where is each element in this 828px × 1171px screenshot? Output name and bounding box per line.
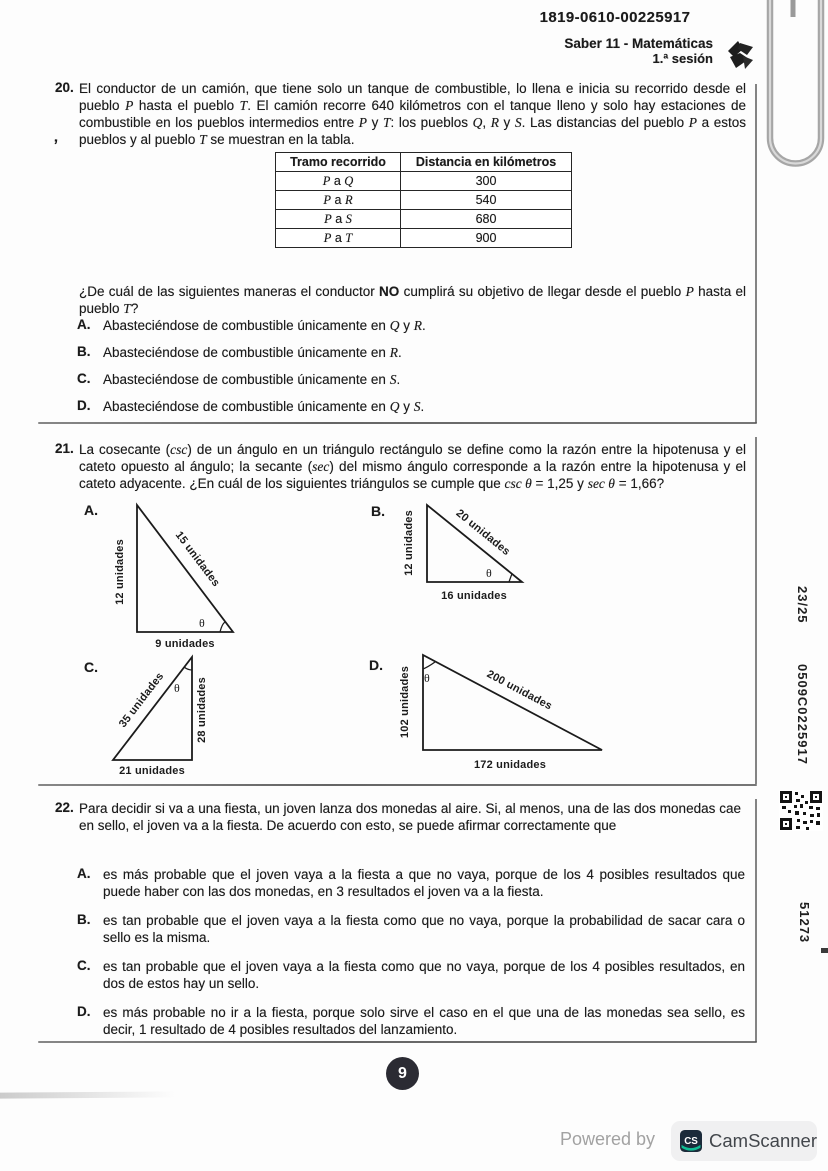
triangle-d-angle: θ: [424, 671, 430, 685]
triangle-a-figure: [95, 497, 295, 655]
camscanner-logo-icon: [680, 1127, 702, 1155]
margin-booklet-code: 0509C0225917: [795, 664, 810, 765]
q22-number: 22.: [55, 800, 74, 815]
triangle-b-hyp-label: 20 unidades: [453, 507, 513, 559]
cell-km: 900: [401, 229, 572, 248]
triangle-a-side-label: 12 unidades: [114, 539, 126, 605]
q22-option-b-text: es tan probable que el joven vaya a la fiesta como que no vaya, porque la probabilidad de sacar cara o sello es la misma.: [103, 913, 745, 945]
triangle-b-angle: θ: [486, 566, 492, 580]
cell-km: 540: [401, 191, 572, 210]
q21-text: La cosecante (csc) de un ángulo en un triángulo rectángulo se define como la razón entre la hipotenusa y el cateto opuesto al ángulo; la secante (sec) del mismo ángulo corresponde a la razón entre la hipotenusa y el cateto adyacente. ¿En cuál de los siguientes triángulos se cumple que csc θ = 1,25 y sec θ = 1,66?: [79, 442, 746, 491]
scan-edge-mark: [821, 948, 828, 953]
powered-by-label: Powered by: [560, 1129, 656, 1149]
table-row: [276, 172, 572, 191]
q20-text: El conductor de un camión, que tiene solo un tanque de combustible, lo llena e inicia su recorrido desde el pueblo P hasta el pueblo T. El camión recorre 640 kilómetros con el tanque lleno y solo hay estaciones de combustible en los pueblos intermedios entre P y T: los pueblos Q, R y S. Las distancias del pueblo P a estos pueblos y al pueblo T se muestran en la tabla.: [79, 81, 747, 147]
q22-right-border: [755, 799, 757, 1042]
triangle-a-base-label: 9 unidades: [155, 638, 215, 650]
q22-option-a-letter: A.: [77, 866, 91, 881]
q20-option-c-letter: C.: [77, 371, 91, 386]
qr-code: [779, 790, 823, 831]
triangle-a-angle: θ: [199, 616, 205, 630]
cell-tramo: P a S: [276, 210, 401, 229]
triangle-b-figure: [360, 497, 590, 609]
triangle-d-label: D.: [369, 657, 383, 673]
col-header-tramo: Tramo recorrido: [276, 153, 401, 172]
camscanner-logo-text: CS: [684, 1135, 698, 1147]
table-header-row: [276, 153, 572, 172]
q22-bottom-separator: [38, 1041, 757, 1043]
q20-question: ¿De cuál de las siguientes maneras el conductor NO cumplirá su objetivo de llegar desde el pueblo P hasta el pueblo T?: [79, 284, 746, 316]
paperclip-icon: [752, 0, 828, 185]
triangle-d-base-label: 172 unidades: [473, 759, 547, 771]
triangle-d-side-label: 102 unidades: [399, 665, 411, 739]
q22-option-c-text: es tan probable que el joven vaya a la fiesta como que no vaya, porque de los 4 posibles resultados, en dos de estos hay un sello.: [103, 959, 745, 991]
cell-tramo: P a T: [276, 229, 401, 248]
q20-right-border: [755, 84, 757, 423]
triangle-c-hyp-label: 35 unidades: [116, 670, 167, 730]
table-row: [276, 191, 572, 210]
q22-option-b-letter: B.: [77, 912, 91, 927]
triangle-a-label: A.: [84, 502, 98, 518]
camscanner-badge: [671, 1121, 817, 1161]
q20-option-a-text: Abasteciéndose de combustible únicamente en Q y R.: [103, 318, 426, 333]
triangle-d-hyp-label: 200 unidades: [484, 668, 555, 713]
q20-option-a-letter: A.: [77, 317, 91, 332]
cell-tramo: P a R: [276, 191, 401, 210]
triangle-a-hyp-label: 15 unidades: [172, 529, 223, 590]
q20-option-b-letter: B.: [77, 344, 91, 359]
triangle-c-side-label: 28 unidades: [196, 677, 208, 743]
triangle-d-figure: [358, 646, 650, 776]
q22-text: Para decidir si va a una fiesta, un joven lanza dos monedas al aire. Si, al menos, una de las dos monedas cae en sello, el joven va a la fiesta. De acuerdo con esto, se puede afirmar correctamente que: [79, 801, 741, 833]
q21-bottom-separator: [38, 784, 757, 786]
q22-option-d-letter: D.: [77, 1004, 91, 1019]
header-right: [455, 36, 713, 66]
q20-distance-table: [275, 152, 572, 248]
q20-number: 20.: [55, 80, 74, 95]
margin-serial: 51273: [797, 902, 812, 944]
q20-option-c-text: Abasteciéndose de combustible únicamente en S.: [103, 372, 401, 387]
scan-shadow: [0, 1091, 175, 1098]
q21-right-border: [755, 437, 757, 784]
q20-option-b-text: Abasteciéndose de combustible únicamente en R.: [103, 345, 402, 360]
triangle-c-base-label: 21 unidades: [119, 765, 185, 777]
margin-page-fraction: 23/25: [795, 586, 810, 624]
q20-bottom-separator: [38, 422, 757, 424]
triangle-b-base-label: 16 unidades: [441, 590, 507, 602]
triangle-c-figure: [95, 648, 315, 780]
q22-option-c-letter: C.: [77, 958, 91, 973]
q22-option-a-text: es más probable que el joven vaya a la fiesta a que no vaya, porque de los 4 posibles resultados que puede haber con las dos monedas, en 3 resultados el joven va a la fiesta.: [103, 867, 745, 899]
table-row: [276, 210, 572, 229]
table-row: [276, 229, 572, 248]
triangle-c-angle: θ: [174, 681, 180, 695]
exam-title: Saber 11 - Matemáticas: [564, 36, 713, 51]
icfes-logo-icon: [723, 38, 755, 71]
q22-option-d-text: es más probable no ir a la fiesta, porque solo sirve el caso en el que una de las monedas sea sello, es decir, 1 resultado de 4 posibles resultados del lanzamiento.: [103, 1005, 745, 1037]
triangle-b-side-label: 12 unidades: [403, 510, 415, 576]
camscanner-brand: CamScanner: [709, 1130, 817, 1151]
stray-pen-mark: ’: [52, 135, 59, 156]
cell-tramo: P a Q: [276, 172, 401, 191]
cell-km: 300: [401, 172, 572, 191]
exam-code: 1819-0610-00225917: [539, 9, 691, 26]
q21-number: 21.: [55, 441, 74, 456]
triangle-b-label: B.: [371, 503, 385, 519]
exam-session: 1.ª sesión: [652, 51, 713, 66]
triangle-c-label: C.: [84, 659, 98, 675]
q20-option-d-text: Abasteciéndose de combustible únicamente en Q y S.: [103, 399, 425, 414]
cell-km: 680: [401, 210, 572, 229]
page-number-badge: 9: [386, 1057, 419, 1090]
col-header-distancia: Distancia en kilómetros: [401, 153, 572, 172]
q20-option-d-letter: D.: [77, 398, 91, 413]
